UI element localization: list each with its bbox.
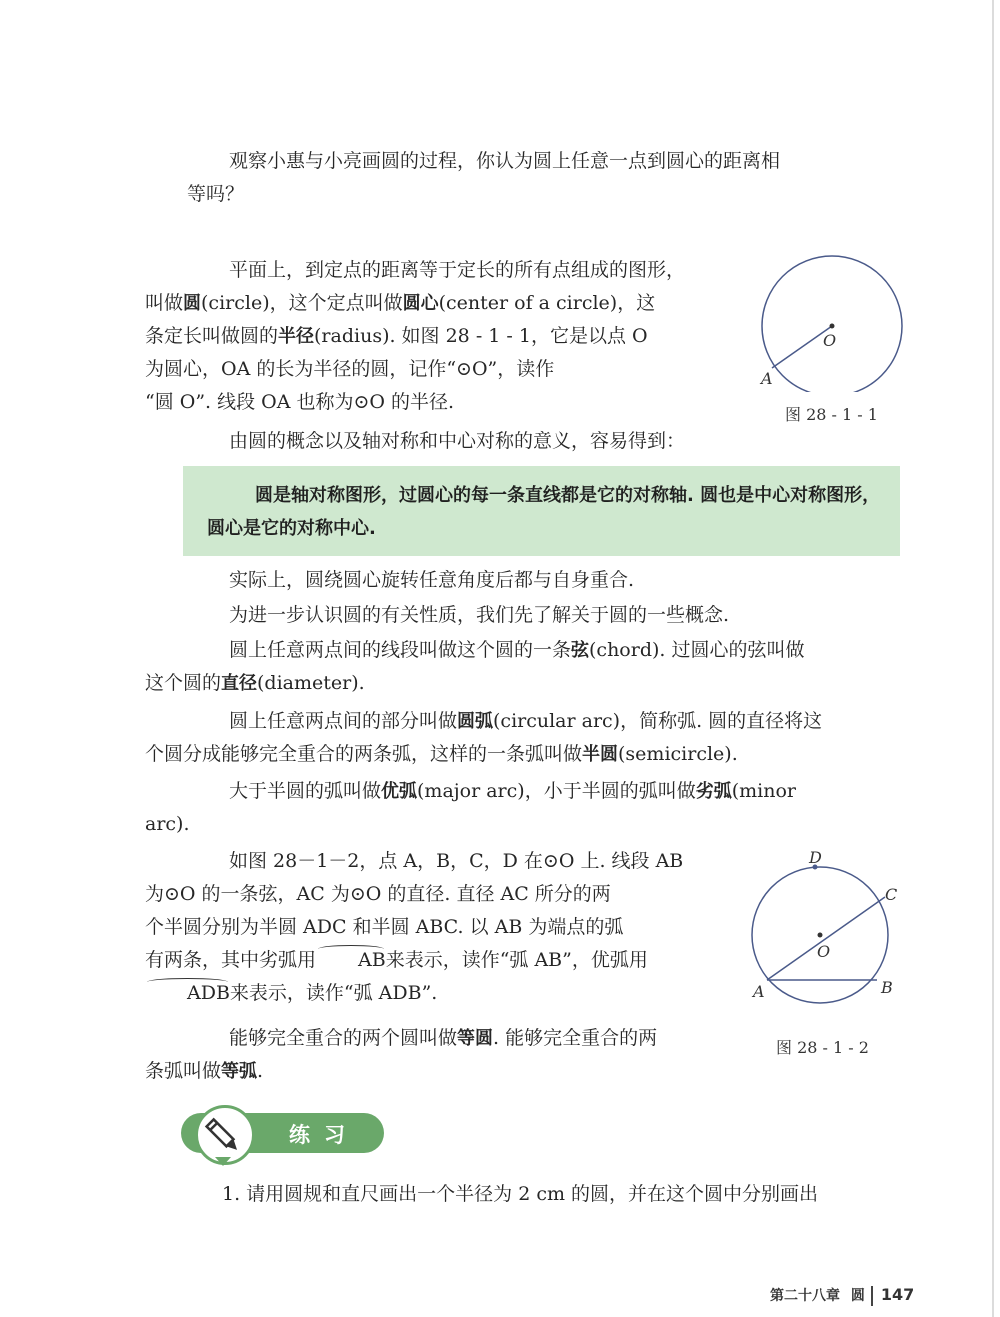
circle-diagram-1 [755, 252, 915, 392]
circle-diagram-2 [745, 845, 915, 1005]
center-point-2 [818, 933, 823, 938]
label-c: C [885, 885, 898, 904]
example-paragraph: 如图 28－1－2，点 A，B，C，D 在⊙O 上. 线段 AB 为⊙O 的一条弦，AC 为⊙O 的直径. 直径 AC 所分的两 个半圆分别为半圆 ADC 和半圆 ABC. 以 AB 为端点的弧 有两条，其中劣弧用 AB来表示，读作“弧 AB”，优弧用 ADB来表示，读作“弧 ADB”. [187, 845, 732, 1010]
symmetry-theorem: 圆是轴对称图形，过圆心的每一条直线都是它的对称轴. 圆也是中心对称图形，圆心是它的对称中心. [207, 485, 881, 539]
arc-adb-notation: ADB [145, 977, 230, 1010]
label-o2: O [817, 942, 831, 961]
figure-caption-2: 图 28 - 1 - 2 [776, 1038, 869, 1057]
page-footer [770, 1285, 914, 1306]
figure-caption-1: 图 28 - 1 - 1 [785, 405, 878, 424]
symmetry-theorem-box [183, 466, 900, 556]
figure-28-1-1 [755, 252, 915, 396]
practice-header [181, 1113, 384, 1153]
rotation-note: 实际上，圆绕圆心旋转任意角度后都与自身重合. [229, 569, 635, 591]
further-note: 为进一步认识圆的有关性质，我们先了解关于圆的一些概念. [229, 604, 730, 626]
footer-topic: 圆 [850, 1288, 865, 1304]
exercise-1: 1. 请用圆规和直尺画出一个半径为 2 cm 的圆，并在这个圆中分别画出 [222, 1183, 819, 1205]
pencil-icon [198, 1108, 252, 1162]
label-a2: A [753, 982, 765, 1001]
page-edge [992, 0, 994, 1317]
label-a: A [761, 369, 773, 388]
label-d: D [809, 848, 822, 867]
intro-question: 观察小惠与小亮画圆的过程，你认为圆上任意一点到圆心的距离相 等吗？ [187, 150, 781, 205]
label-o: O [823, 331, 837, 350]
diameter-ac [767, 897, 885, 980]
figure-28-1-2 [745, 845, 915, 1009]
equal-circles-definition: 能够完全重合的两个圆叫做等圆. 能够完全重合的两 条弧叫做等弧. [145, 1027, 658, 1082]
symmetry-intro: 由圆的概念以及轴对称和中心对称的意义，容易得到： [229, 430, 686, 452]
center-point [830, 324, 835, 329]
label-b: B [881, 978, 893, 997]
page-number: 147 [880, 1285, 915, 1304]
arc-definition: 圆上任意两点间的部分叫做圆弧(circular arc)，简称弧. 圆的直径将这 个圆分成能够完全重合的两条弧，这样的一条弧叫做半圆(semicircle). [145, 710, 823, 765]
practice-label: 练习 [289, 1123, 359, 1147]
pencil-icon-badge [195, 1105, 255, 1165]
circle-definition: 平面上，到定点的距离等于定长的所有点组成的图形， 叫做圆(circle)，这个定点叫做圆心(center of a circle)，这 条定长叫做圆的半径(radius). 如图 28 - 1 - 1，它是以点 O 为圆心，OA 的长为半径的圆，记作“⊙O”，读作 “圆 O”. 线段 OA 也称为⊙O 的半径. [145, 259, 686, 413]
practice-pointer [215, 1157, 231, 1166]
chord-definition: 圆上任意两点间的线段叫做这个圆的一条弦(chord). 过圆心的弦叫做 这个圆的直径(diameter). [145, 639, 805, 694]
footer-chapter: 第二十八章 [770, 1288, 840, 1304]
arc-ab-notation: AB [316, 944, 386, 977]
footer-divider [871, 1286, 873, 1306]
major-minor-arc-definition: 大于半圆的弧叫做优弧(major arc)，小于半圆的弧叫做劣弧(minor arc). [145, 780, 796, 835]
